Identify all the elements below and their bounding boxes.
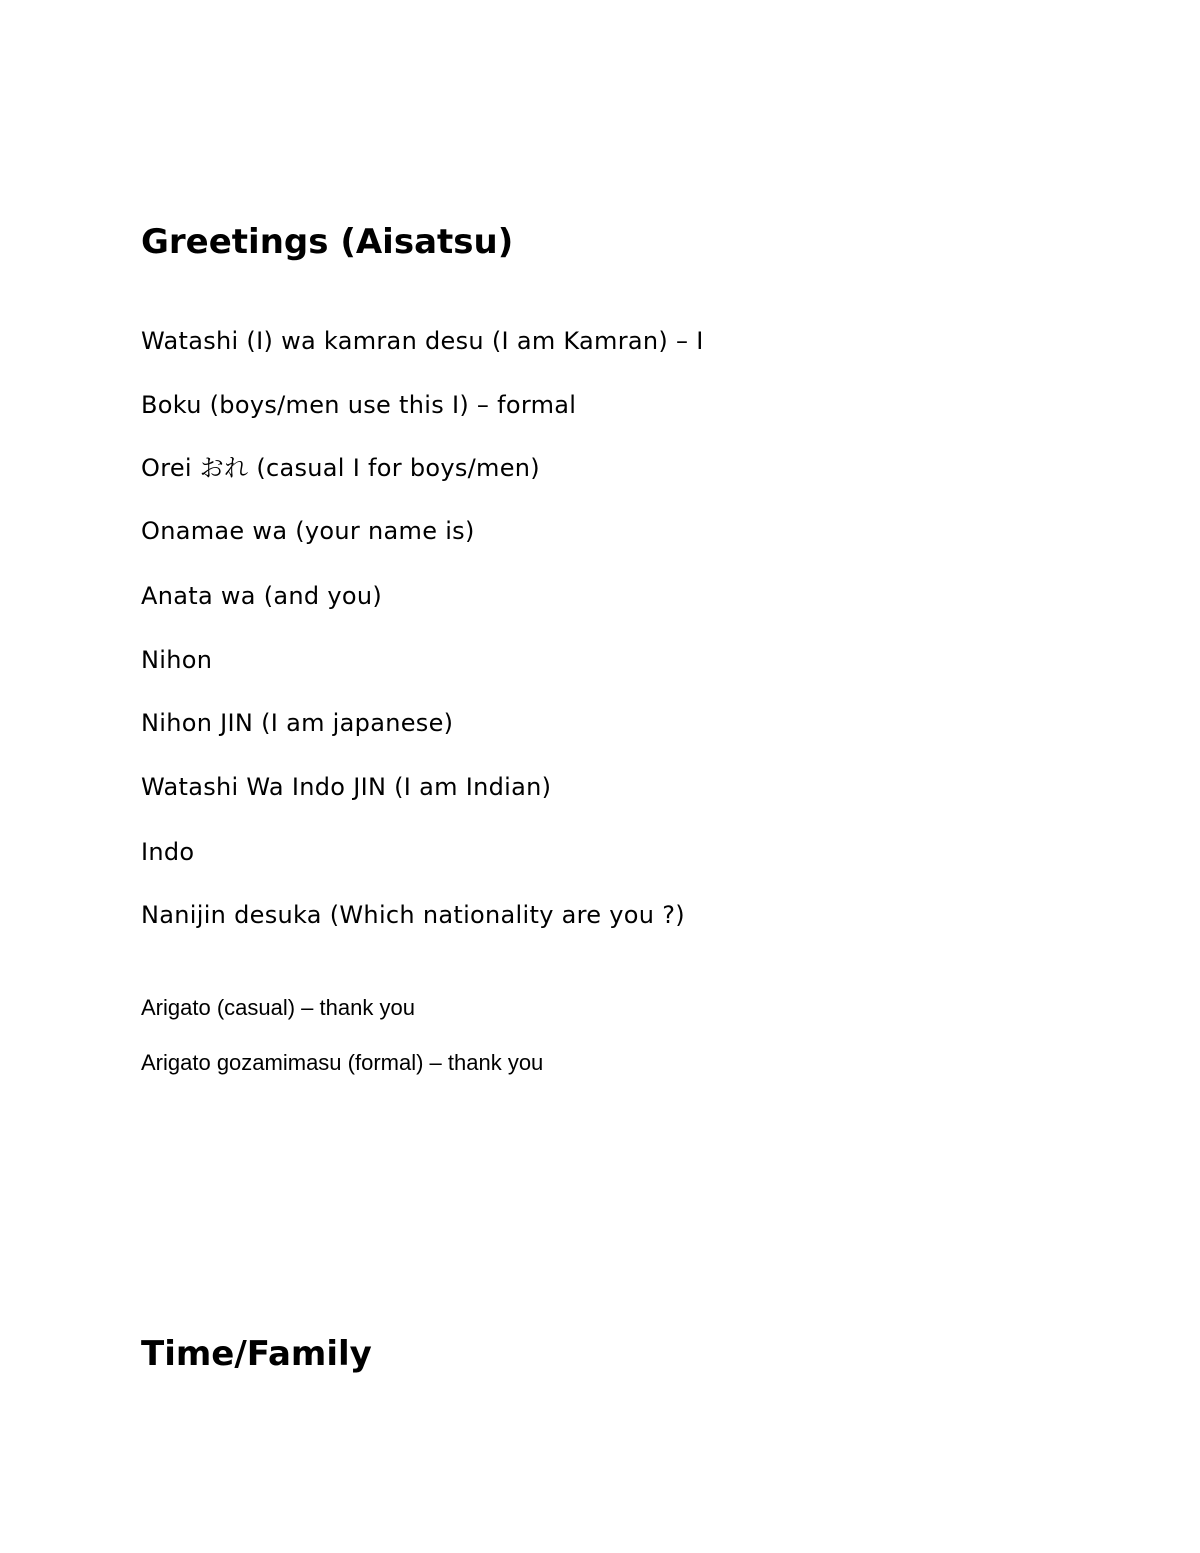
- phrase-line: Onamae wa (your name is): [141, 517, 475, 545]
- phrase-line: Watashi Wa Indo JIN (I am Indian): [141, 773, 552, 801]
- phrase-line: Indo: [141, 838, 195, 866]
- phrase-line: Anata wa (and you): [141, 582, 383, 610]
- section-heading-time-family: Time/Family: [141, 1334, 372, 1374]
- phrase-line: Watashi (I) wa kamran desu (I am Kamran) – I: [141, 327, 704, 355]
- section-heading-greetings: Greetings (Aisatsu): [141, 222, 514, 262]
- phrase-line: Nanijin desuka (Which nationality are you ?): [141, 901, 685, 929]
- phrase-line: Boku (boys/men use this I) – formal: [141, 391, 577, 419]
- phrase-line: Nihon JIN (I am japanese): [141, 709, 454, 737]
- phrase-line: Nihon: [141, 646, 213, 674]
- thank-you-line: Arigato gozamimasu (formal) – thank you: [141, 1050, 544, 1075]
- thank-you-line: Arigato (casual) – thank you: [141, 995, 415, 1020]
- phrase-line: Orei おれ (casual I for boys/men): [141, 454, 540, 482]
